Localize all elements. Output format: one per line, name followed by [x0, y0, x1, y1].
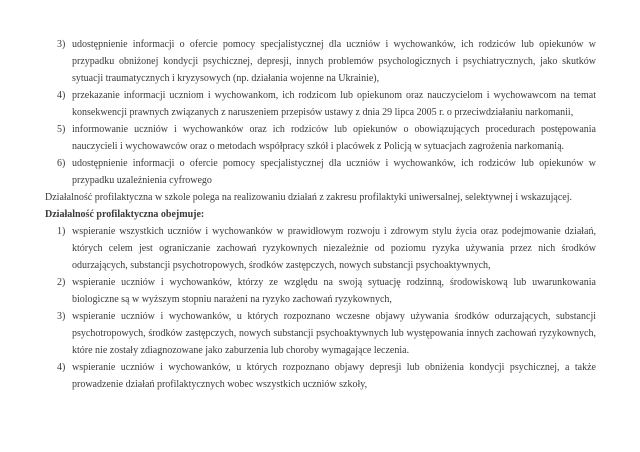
list-item-number: 5)	[57, 124, 66, 135]
list-item-text: wspieranie uczniów i wychowanków, którzy ze względu na swoją sytuację rodzinną, środowiskową lub uwarunkowania biologiczne są w wyższym stopniu narażeni na ryzyko zachowań ryzykownych,	[72, 277, 596, 305]
list-item-text: wspieranie wszystkich uczniów i wychowanków w prawidłowym rozwoju i zdrowym stylu życia oraz podejmowanie działań, których celem jest ograniczanie zachowań ryzykownych niezależnie od poziomu ryzyka używania przez nich środków odurzających, substancji psychotropowych, środków zastępczych, nowych substancji psychoaktywnych,	[72, 226, 596, 271]
list-item-number: 4)	[57, 362, 66, 373]
list-item-text: udostępnienie informacji o ofercie pomocy specjalistycznej dla uczniów i wychowanków, ich rodziców lub opiekunów w przypadku uzależnienia cyfrowego	[72, 158, 596, 186]
list-item-text: udostępnienie informacji o ofercie pomocy specjalistycznej dla uczniów i wychowanków, ich rodziców lub opiekunów w przypadku obniżonej kondycji psychicznej, depresji, innych problemów psychologicznych i psychiatrycznych, jako skutków sytuacji traumatycznych i kryzysowych (np. działania wojenne na Ukrainie),	[72, 39, 596, 84]
intro-paragraph: Działalność profilaktyczna w szkole polega na realizowaniu działań z zakresu profilaktyki uniwersalnej, selektywnej i wskazującej.	[45, 192, 573, 203]
bold-heading: Działalność profilaktyczna obejmuje:	[45, 209, 205, 220]
list-item-top-4	[45, 87, 596, 121]
list-item-text: informowanie uczniów i wychowanków oraz ich rodziców lub opiekunów o obowiązujących procedurach postępowania nauczycieli i wychowawców oraz o metodach współpracy szkół i placówek z Policją w sytuacjach zagrożenia narkomanią.	[72, 124, 596, 152]
list-item-number: 6)	[57, 158, 66, 169]
list-item-top-5	[45, 121, 596, 155]
list-item-main-2	[45, 274, 596, 308]
list-item-number: 2)	[57, 277, 66, 288]
list-item-top-6	[45, 155, 596, 189]
numbered-list-top	[45, 36, 596, 189]
list-item-number: 1)	[57, 226, 66, 237]
list-item-main-3	[45, 308, 596, 359]
list-item-text: wspieranie uczniów i wychowanków, u których rozpoznano wczesne objawy używania środków odurzających, substancji psychotropowych, środków zastępczych, nowych substancji psychoaktywnych lub występowania innych zachowań ryzykownych, które nie zostały zdiagnozowane jako zaburzenia lub choroby wymagające leczenia.	[72, 311, 596, 356]
list-item-main-1	[45, 223, 596, 274]
list-item-text: wspieranie uczniów i wychowanków, u których rozpoznano objawy depresji lub obniżenia kondycji psychicznej, a także prowadzenie działań profilaktycznych wobec wszystkich uczniów szkoły,	[72, 362, 596, 390]
list-item-number: 3)	[57, 39, 66, 50]
list-item-top-3	[45, 36, 596, 87]
list-item-number: 3)	[57, 311, 66, 322]
list-item-number: 4)	[57, 90, 66, 101]
list-item-main-4	[45, 359, 596, 393]
numbered-list-main	[45, 223, 596, 393]
list-item-text: przekazanie informacji uczniom i wychowankom, ich rodzicom lub opiekunom oraz nauczycielom i wychowawcom na temat konsekwencji prawnych związanych z naruszeniem przepisów ustawy z dnia 29 lipca 2005 r. o przeciwdziałaniu narkomanii,	[72, 90, 596, 118]
